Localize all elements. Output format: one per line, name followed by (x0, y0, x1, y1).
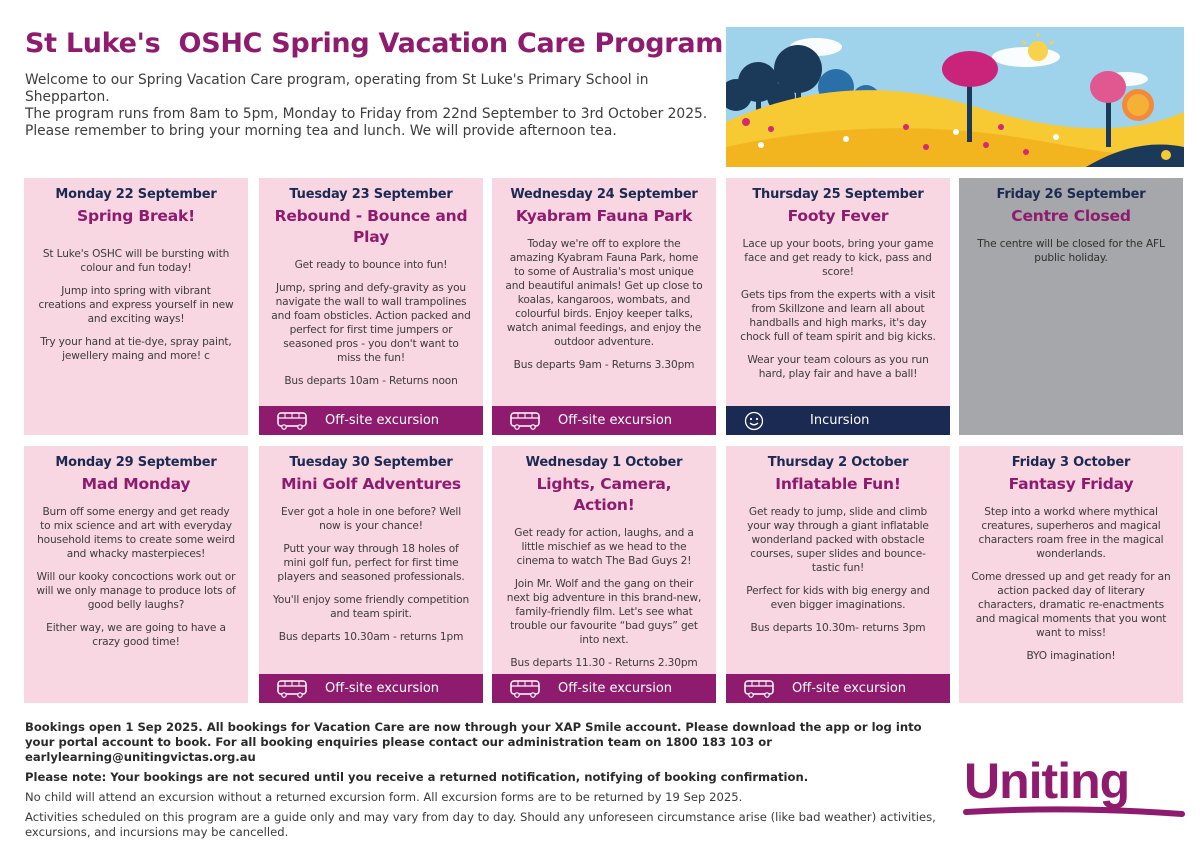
bus-icon (492, 680, 558, 698)
day-date: Tuesday 23 September (289, 187, 453, 202)
please-note: Please note: Your bookings are not secured until you receive a returned notification, notifying of booking confirmation. (25, 770, 809, 784)
description-paragraph: Bus departs 9am - Returns 3.30pm (513, 359, 695, 371)
description-paragraph: Will our kooky concoctions work out or will we only manage to produce lots of good belly laughs? (36, 571, 236, 611)
description-paragraph: Bus departs 11.30 - Returns 2.30pm (510, 657, 698, 669)
activity-description (738, 505, 938, 635)
activity-description (36, 247, 236, 363)
day-card-thursday-25 (726, 178, 950, 435)
day-card-thursday-2 (726, 446, 950, 703)
bus-icon (492, 412, 558, 430)
disclaimer-note: Activities scheduled on this program are a guide only and may vary from day to day. Should any unforeseen circumstance arise (like bad weather) activities, excursions, and incursions may be cancelled. (25, 810, 936, 839)
description-paragraph: You'll enjoy some friendly competition and team spirit. (272, 594, 470, 620)
activity-title: Centre Closed (1011, 207, 1131, 225)
description-paragraph: Try your hand at tie-dye, spray paint, jewellery maing and more! c (40, 336, 232, 362)
day-card-tuesday-23 (259, 178, 483, 435)
excursion-banner (726, 674, 950, 703)
spring-landscape-illustration (726, 27, 1184, 167)
day-date: Thursday 2 October (767, 455, 909, 470)
day-card-monday-29 (24, 446, 248, 703)
day-card-monday-22 (24, 178, 248, 435)
excursion-label: Off-site excursion (792, 681, 907, 696)
activity-description (971, 237, 1171, 265)
excursion-banner (259, 674, 483, 703)
activity-title: Kyabram Fauna Park (515, 207, 693, 225)
description-paragraph: Putt your way through 18 holes of mini golf fun, perfect for first time players and seasoned professionals. (277, 543, 465, 583)
intro-line: Welcome to our Spring Vacation Care program, operating from St Luke's Primary School in Shepparton. (25, 72, 649, 105)
activity-title: Footy Fever (787, 207, 889, 225)
activity-title: Inflatable Fun! (775, 475, 901, 493)
incursion-banner (726, 406, 950, 435)
intro-text (25, 72, 715, 140)
activity-description (36, 505, 236, 649)
description-paragraph: Gets tips from the experts with a visit from Skillzone and learn all about handballs and high marks, it's day chock full of team spirit and big kicks. (740, 289, 936, 343)
day-date: Thursday 25 September (752, 187, 924, 202)
excursion-label: Off-site excursion (325, 413, 440, 428)
incursion-label: Incursion (810, 413, 870, 428)
activity-description (271, 505, 471, 644)
activity-title: Lights, Camera, Action! (536, 475, 672, 514)
description-paragraph: Burn off some energy and get ready to mix science and art with everyday household items to create some weird and whacky masterpieces! (37, 506, 235, 560)
activity-title: Fantasy Friday (1008, 475, 1134, 493)
description-paragraph: Perfect for kids with big energy and even bigger imaginations. (746, 585, 930, 611)
description-paragraph: Bus departs 10.30am - returns 1pm (278, 631, 464, 643)
day-date: Wednesday 24 September (510, 187, 698, 202)
intro-line: The program runs from 8am to 5pm, Monday to Friday from 22nd September to 3rd October 2025. (25, 106, 708, 122)
activity-title: Rebound - Bounce and Play (274, 207, 468, 246)
description-paragraph: Get ready for action, laughs, and a little mischief as we head to the cinema to watch The Bad Guys 2! (514, 527, 694, 567)
description-paragraph: Ever got a hole in one before? Well now is your chance! (280, 506, 461, 532)
excursion-label: Off-site excursion (558, 681, 673, 696)
bus-icon (259, 680, 325, 698)
uniting-logo (960, 748, 1190, 828)
description-paragraph: Wear your team colours as you run hard, play fair and have a ball! (747, 354, 929, 380)
bus-icon (726, 680, 792, 698)
description-paragraph: Bus departs 10.30m- returns 3pm (750, 622, 926, 634)
bus-icon (259, 412, 325, 430)
excursion-banner (492, 674, 716, 703)
day-date: Monday 29 September (55, 455, 217, 470)
excursion-banner (492, 406, 716, 435)
description-paragraph: BYO imagination! (1026, 650, 1116, 662)
day-date: Tuesday 30 September (289, 455, 453, 470)
description-paragraph: Get ready to bounce into fun! (294, 259, 448, 271)
description-paragraph: Come dressed up and get ready for an action packed day of literary characters, dramatic re-enactments and magical moments that you wont want to miss! (971, 571, 1171, 639)
activity-description (738, 237, 938, 381)
logo-text: Uniting (964, 753, 1130, 809)
smiley-icon (726, 411, 782, 431)
day-date: Wednesday 1 October (525, 455, 683, 470)
description-paragraph: Join Mr. Wolf and the gang on their next big adventure in this brand-new, family-friendly film. Let's see what trouble our favourite “bad guys” get into next. (506, 578, 702, 646)
excursion-label: Off-site excursion (325, 681, 440, 696)
day-card-wednesday-1 (492, 446, 716, 703)
activity-title: Spring Break! (77, 207, 195, 225)
description-paragraph: Jump, spring and defy-gravity as you navigate the wall to wall trampolines and foam obsticles. Action packed and perfect for first time jumpers or seasoned pros - you don't want to miss the fun! (271, 282, 471, 364)
description-paragraph: St Luke's OSHC will be bursting with colour and fun today! (42, 248, 230, 274)
activity-description (504, 237, 704, 372)
bookings-note: Bookings open 1 Sep 2025. All bookings for Vacation Care are now through your XAP Smile account. Please download the app or log into your portal account to book. For all booking enquiries please contact our administration team on 1800 183 103 or earlylearning@unitingvictas.org.au (25, 720, 922, 764)
day-card-tuesday-30 (259, 446, 483, 703)
excursion-banner (259, 406, 483, 435)
day-card-friday-3 (959, 446, 1183, 703)
description-paragraph: Get ready to jump, slide and climb your way through a giant inflatable wonderland packed with obstacle courses, super slides and bounce-tastic fun! (747, 506, 929, 574)
activity-description (271, 258, 471, 388)
day-date: Friday 3 October (1011, 455, 1131, 470)
booking-notes (25, 720, 955, 844)
description-paragraph: Jump into spring with vibrant creations and express yourself in new and exciting ways! (38, 285, 234, 325)
description-paragraph: The centre will be closed for the AFL public holiday. (977, 238, 1165, 264)
day-card-wednesday-24 (492, 178, 716, 435)
page-title: St Luke's OSHC Spring Vacation Care Program (25, 28, 724, 59)
description-paragraph: Lace up your boots, bring your game face and get ready to kick, pass and score! (742, 238, 934, 278)
activity-title: Mini Golf Adventures (281, 475, 461, 493)
excursion-form-note: No child will attend an excursion without a returned excursion form. All excursion forms are to be returned by 19 Sep 2025. (25, 790, 743, 804)
activity-description (971, 505, 1171, 663)
day-date: Monday 22 September (55, 187, 217, 202)
description-paragraph: Either way, we are going to have a crazy good time! (46, 622, 226, 648)
activity-title: Mad Monday (81, 475, 191, 493)
day-date: Friday 26 September (996, 187, 1146, 202)
description-paragraph: Bus departs 10am - Returns noon (284, 375, 458, 387)
excursion-label: Off-site excursion (558, 413, 673, 428)
day-card-friday-26 (959, 178, 1183, 435)
description-paragraph: Today we're off to explore the amazing Kyabram Fauna Park, home to some of Australia's most unique and beautiful animals! Get up close to koalas, kangaroos, wombats, and colourful birds. Enjoy keeper talks, watch animal feedings, and enjoy the outdoor adventure. (505, 238, 703, 348)
activity-description (504, 526, 704, 670)
description-paragraph: Step into a workd where mythical creatures, superheros and magical characters roam free in the magical wonderlands. (978, 506, 1164, 560)
intro-line: Please remember to bring your morning tea and lunch. We will provide afternoon tea. (25, 123, 617, 139)
